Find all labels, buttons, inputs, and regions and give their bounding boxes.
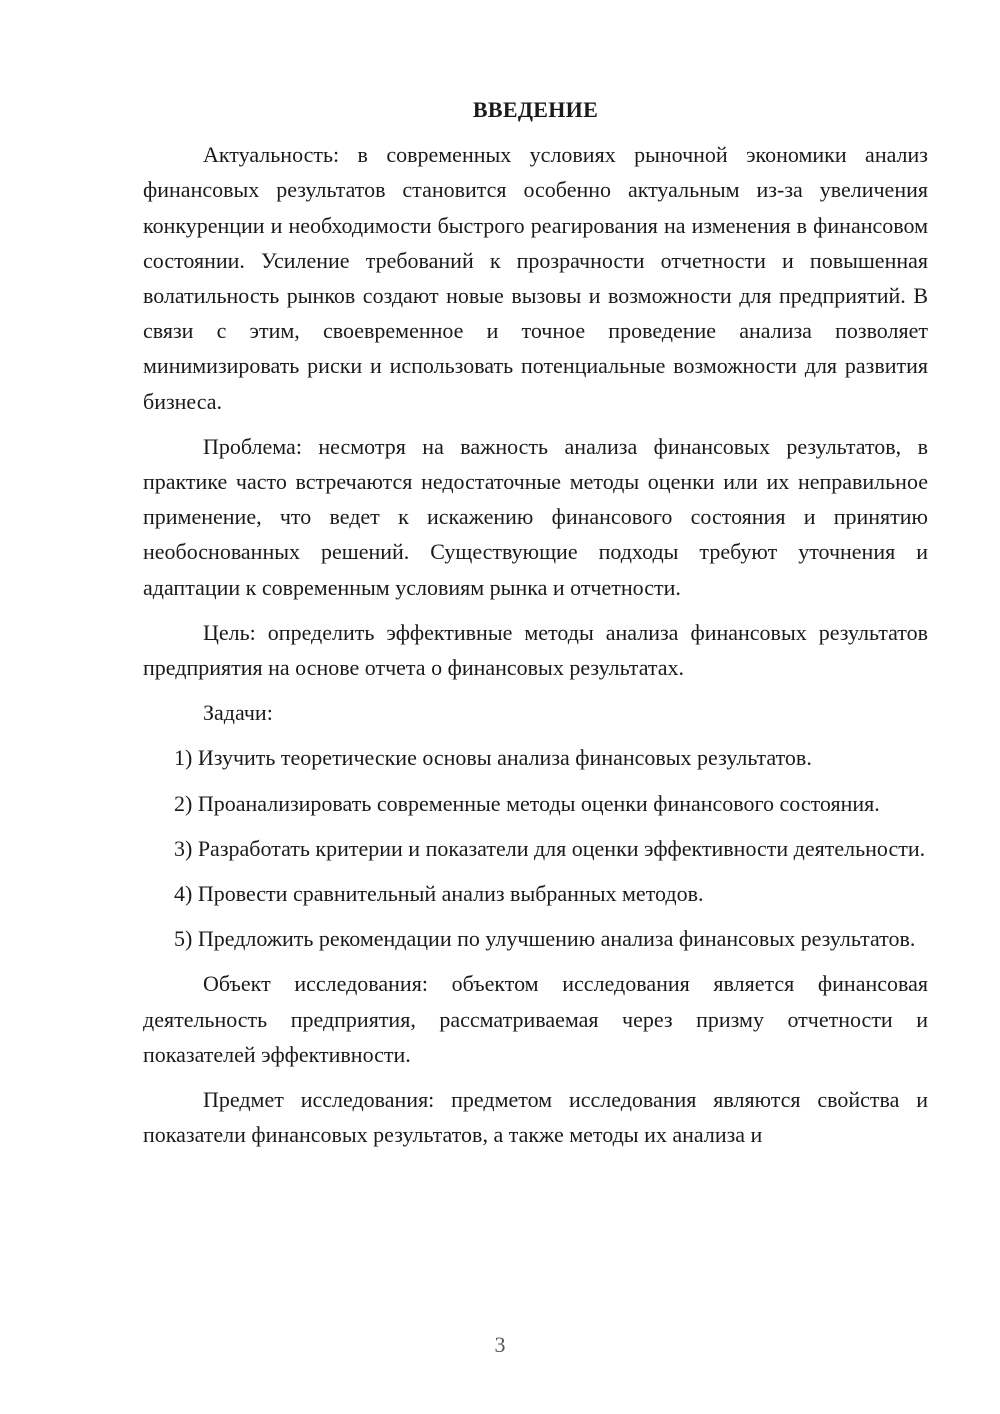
paragraph-relevance: Актуальность: в современных условиях рыночной экономики анализ финансовых результатов становится особенно актуальным из-за увеличения конкуренции и необходимости быстрого реагирования на изменения в финансовом состоянии. Усиление требований к прозрачности отчетности и повышенная волатильность рынков создают новые вызовы и возможности для предприятий. В связи с этим, своевременное и точное проведение анализа позволяет минимизировать риски и использовать потенциальные возможности для развития бизнеса. [143, 142, 928, 414]
tasks-heading: Задачи: [203, 700, 273, 726]
task-item-3: 3) Разработать критерии и показатели для оценки эффективности деятельности. [174, 835, 926, 861]
task-item-4: 4) Провести сравнительный анализ выбранных методов. [174, 881, 704, 907]
paragraph-problem: Проблема: несмотря на важность анализа финансовых результатов, в практике часто встречаются недостаточные методы оценки или их неправильное применение, что ведет к искажению финансового состояния и принятию необоснованных решений. Существующие подходы требуют уточнения и адаптации к современным условиям рынка и отчетности. [143, 433, 928, 600]
paragraph-subject: Предмет исследования: предметом исследования являются свойства и показатели финансовых результатов, а также методы их анализа и [143, 1087, 928, 1148]
section-title: ВВЕДЕНИЕ [472, 97, 599, 122]
paragraph-goal: Цель: определить эффективные методы анализа финансовых результатов предприятия на основе отчета о финансовых результатах. [143, 619, 928, 681]
document-page [143, 92, 928, 1162]
task-item-1: 1) Изучить теоретические основы анализа финансовых результатов. [174, 745, 812, 771]
paragraph-object: Объект исследования: объектом исследования является финансовая деятельность предприятия, рассматриваемая через призму отчетности и показателей эффективности. [143, 971, 928, 1067]
task-item-5: 5) Предложить рекомендации по улучшению анализа финансовых результатов. [174, 926, 916, 952]
task-item-2: 2) Проанализировать современные методы оценки финансового состояния. [174, 790, 880, 816]
page-number: 3 [494, 1332, 506, 1357]
